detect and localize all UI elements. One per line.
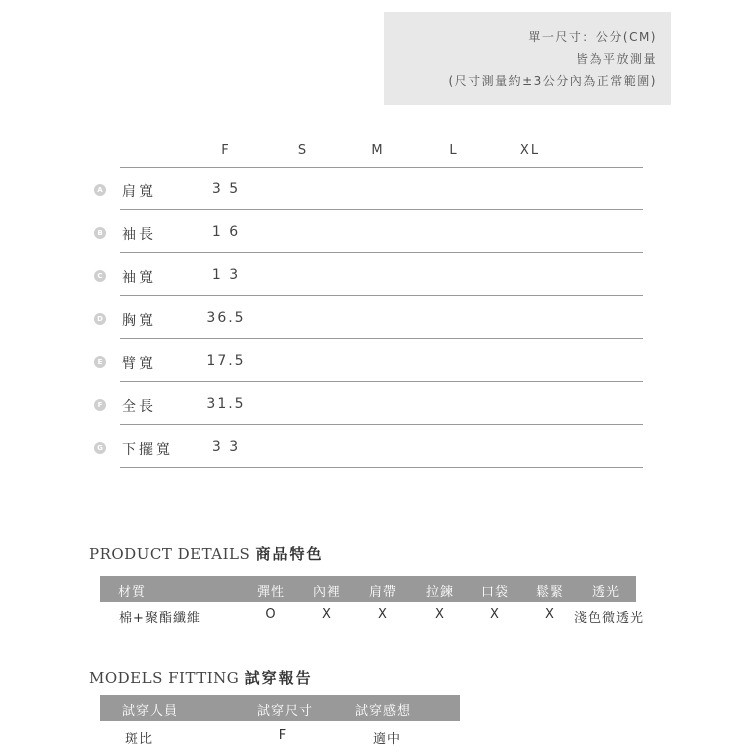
measure-label: 全長 (122, 399, 156, 415)
measure-label: 下擺寬 (122, 442, 173, 458)
product-details-title-zh: 商品特色 (255, 545, 324, 563)
value-model: 斑比 (124, 732, 154, 747)
header-elasticity: 彈性 (256, 585, 286, 600)
measurement-note (384, 12, 671, 105)
marker-badge: D (94, 313, 106, 325)
header-pocket: 口袋 (480, 585, 510, 600)
header-lining: 內裡 (312, 585, 342, 600)
marker-badge: A (94, 184, 106, 196)
size-row: A 肩寬 3 5 (90, 167, 643, 210)
header-stretch: 鬆緊 (535, 585, 565, 600)
col-header-l: L (449, 143, 459, 158)
marker-badge: B (94, 227, 106, 239)
measure-label: 胸寬 (122, 313, 156, 329)
marker-badge: C (94, 270, 106, 282)
header-zipper: 拉鍊 (425, 585, 455, 600)
header-size-tried: 試穿尺寸 (256, 704, 314, 719)
value-zipper: X (435, 607, 445, 622)
value-straps: X (378, 607, 388, 622)
measure-label: 袖長 (122, 227, 156, 243)
size-row: G 下擺寬 3 3 (90, 425, 643, 468)
value-size-tried: F (278, 728, 288, 743)
size-row: F 全長 31.5 (90, 382, 643, 425)
note-unit: 單一尺寸：公分(CM) (528, 30, 657, 44)
product-details-title-en: PRODUCT DETAILS (89, 545, 251, 563)
size-row: E 臂寬 17.5 (90, 339, 643, 382)
value-elasticity: O (265, 607, 277, 622)
col-header-f: F (221, 143, 231, 158)
product-details-header-bar (100, 576, 636, 602)
models-fitting-title-en: MODELS FITTING (89, 669, 240, 687)
value-lining: X (322, 607, 332, 622)
models-fitting-values (100, 728, 460, 748)
marker-badge: G (94, 442, 106, 454)
col-header-s: S (297, 143, 309, 158)
models-fitting-title (89, 667, 313, 688)
size-row: C 袖寬 1 3 (90, 253, 643, 296)
models-fitting-header-bar (100, 695, 460, 721)
size-row: B 袖長 1 6 (90, 210, 643, 253)
size-chart-header (120, 140, 643, 168)
header-feedback: 試穿感想 (354, 704, 412, 719)
value-material: 棉+聚酯纖維 (119, 611, 201, 626)
row-divider (120, 467, 643, 468)
note-flat: 皆為平放測量 (575, 52, 657, 66)
header-sheerness: 透光 (591, 585, 621, 600)
col-header-m: M (371, 143, 385, 158)
models-fitting-title-zh: 試穿報告 (244, 669, 313, 687)
measure-label: 袖寬 (122, 270, 156, 286)
header-material: 材質 (117, 585, 147, 600)
value-sheerness: 淺色微透光 (573, 611, 645, 626)
measure-label: 臂寬 (122, 356, 156, 372)
value-stretch: X (545, 607, 555, 622)
marker-badge: E (94, 356, 106, 368)
product-details-values (100, 607, 660, 627)
col-header-xl: XL (519, 143, 541, 158)
value-pocket: X (490, 607, 500, 622)
note-tolerance: (尺寸測量約±3公分內為正常範圍) (448, 74, 657, 88)
value-feedback: 適中 (372, 732, 402, 747)
measure-label: 肩寬 (122, 184, 156, 200)
header-straps: 肩帶 (368, 585, 398, 600)
header-model: 試穿人員 (121, 704, 179, 719)
product-details-title (89, 543, 324, 564)
size-row: D 胸寬 36.5 (90, 296, 643, 339)
marker-badge: F (94, 399, 106, 411)
